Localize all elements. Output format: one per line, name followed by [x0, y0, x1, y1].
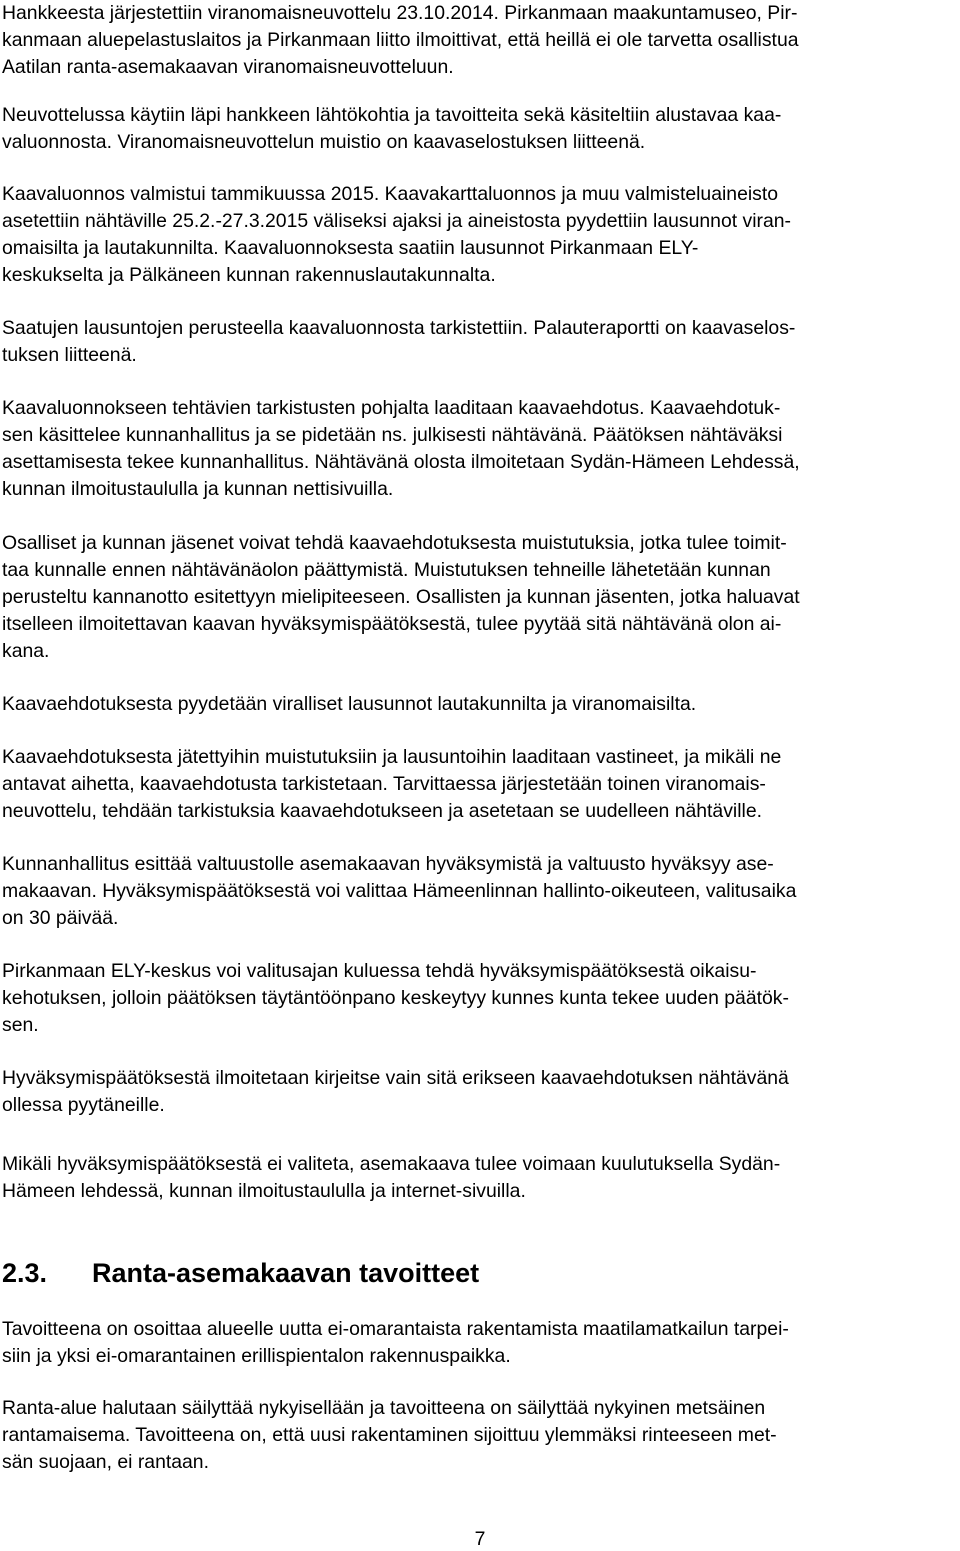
- paragraph-goals-shoreline: Ranta-alue halutaan säilyttää nykyisellään ja tavoitteena on säilyttää nykyinen metsäinen rantamaisema. Tavoitteena on, että uusi rakentaminen sijoittuu ylemmäksi rinteeseen met- sän suojaan, ei rantaan.: [2, 1397, 777, 1473]
- paragraph-approval-notice: Hyväksymispäätöksestä ilmoitetaan kirjeitse vain sitä erikseen kaavaehdotuksen nähtävänä ollessa pyytäneille.: [2, 1067, 789, 1116]
- paragraph-ely-rectification: Pirkanmaan ELY-keskus voi valitusajan kuluessa tehdä hyväksymispäätöksestä oikaisu- kehotuksen, jolloin päätöksen täytäntöönpano keskeytyy kunnes kunta tekee uuden päätök- sen.: [2, 960, 789, 1036]
- paragraph-goals-building: Tavoitteena on osoittaa alueelle uutta ei-omarantaista rakentamista maatilamatkailun tarpei- siin ja yksi ei-omarantainen erillispientalon rakennuspaikka.: [2, 1318, 789, 1367]
- page-number: 7: [474, 1528, 486, 1550]
- paragraph-authority-meeting: Hankkeesta järjestettiin viranomaisneuvottelu 23.10.2014. Pirkanmaan maakuntamuseo, Pir- kanmaan aluepelastuslaitos ja Pirkanmaan liitto ilmoittivat, että heillä ei ole tarvetta osallistua Aatilan ranta-asemakaavan viranomaisneuvotteluun.: [2, 2, 799, 78]
- paragraph-responses: Kaavaehdotuksesta jätettyihin muistutuksiin ja lausuntoihin laaditaan vastineet, ja mikäli ne antavat aihetta, kaavaehdotusta tarkistetaan. Tarvittaessa järjestetään toinen viranomais- neuvottelu, tehdään tarkistuksia kaavaehdotukseen ja asetetaan se uudelleen nähtäville.: [2, 746, 782, 822]
- paragraph-meeting-content: Neuvottelussa käytiin läpi hankkeen lähtökohtia ja tavoitteita sekä käsiteltiin alustavaa kaa- valuonnosta. Viranomaisneuvottelun muistio on kaavaselostuksen liitteenä.: [2, 104, 782, 153]
- section-number: 2.3.: [2, 1258, 48, 1288]
- paragraph-approval: Kunnanhallitus esittää valtuustolle asemakaavan hyväksymistä ja valtuusto hyväksyy ase- makaavan. Hyväksymispäätöksestä voi valittaa Hämeenlinnan hallinto-oikeuteen, valitusaika on 30 päivää.: [2, 853, 797, 929]
- paragraph-entry-into-force: Mikäli hyväksymispäätöksestä ei valiteta, asemakaava tulee voimaan kuulutuksella Sydän- Hämeen lehdessä, kunnan ilmoitustaululla ja internet-sivuilla.: [2, 1153, 781, 1202]
- section-heading: [2, 1255, 479, 1291]
- paragraph-draft-completed: Kaavaluonnos valmistui tammikuussa 2015. Kaavakarttaluonnos ja muu valmisteluaineisto asetettiin nähtäville 25.2.-27.3.2015 väliseksi ajaksi ja aineistosta pyydettiin lausunnot viran- omaisilta ja lautakunnilta. Kaavaluonnoksesta saatiin lausunnot Pirkanmaan ELY- keskukselta ja Pälkäneen kunnan rakennuslautakunnalta.: [2, 183, 792, 286]
- section-title: Ranta-asemakaavan tavoitteet: [92, 1258, 480, 1288]
- paragraph-proposal-prepared: Kaavaluonnokseen tehtävien tarkistusten pohjalta laaditaan kaavaehdotus. Kaavaehdotuk- sen käsittelee kunnanhallitus ja se pidetään ns. julkisesti nähtävänä. Päätöksen nähtäväksi asettamisesta tekee kunnanhallitus. Nähtävänä olosta ilmoitetaan Sydän-Hämeen Lehdessä, kunnan ilmoitustaululla ja kunnan nettisivuilla.: [2, 397, 800, 500]
- paragraph-official-statements: Kaavaehdotuksesta pyydetään viralliset lausunnot lautakunnilta ja viranomaisilta.: [2, 693, 697, 715]
- paragraph-objections: Osalliset ja kunnan jäsenet voivat tehdä kaavaehdotuksesta muistutuksia, jotka tulee toimit- taa kunnalle ennen nähtävänäolon päättymistä. Muistutuksen tehneille lähetetään kunnan perusteltu kannanotto esitettyyn mielipiteeseen. Osallisten ja kunnan jäsenten, jotka haluavat itselleen ilmoitettavan kaavan hyväksymispäätöksestä, tulee pyytää sitä nähtävänä olon ai- kana.: [2, 532, 800, 662]
- paragraph-draft-revised: Saatujen lausuntojen perusteella kaavaluonnosta tarkistettiin. Palauteraportti on kaavaselos- tuksen liitteenä.: [2, 317, 796, 366]
